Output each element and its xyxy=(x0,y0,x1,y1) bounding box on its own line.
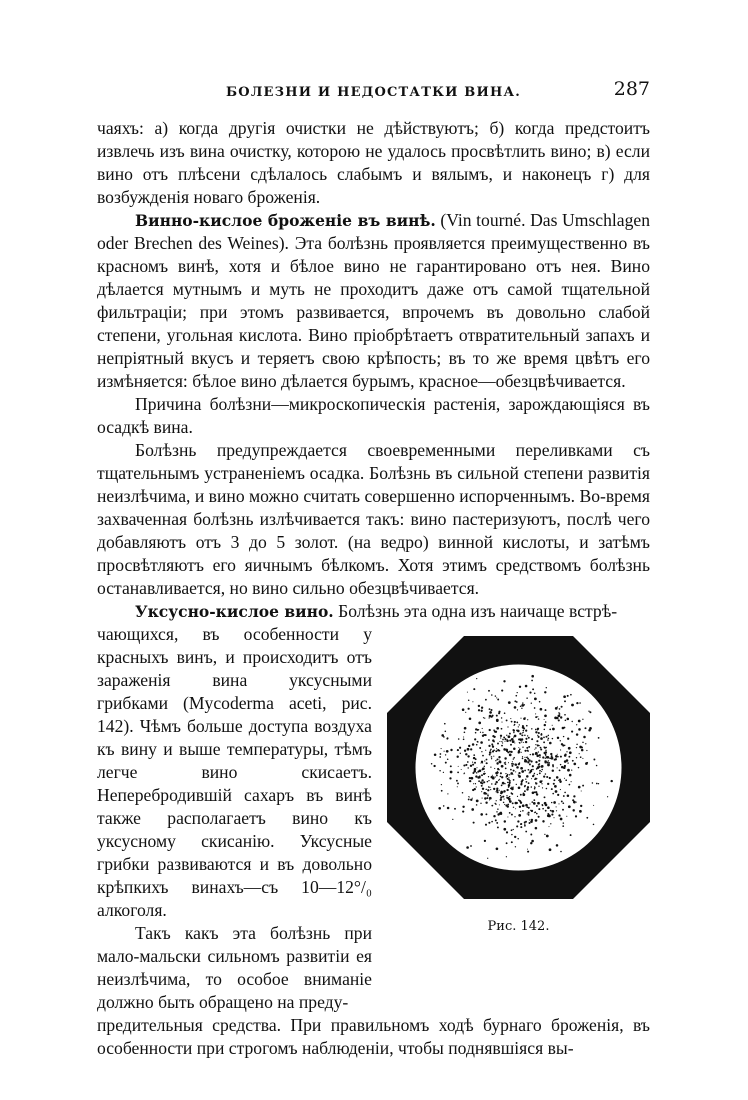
figure-caption: Рис. 142. xyxy=(487,919,550,934)
paragraph-incurable: Такъ какъ эта болѣзнь при мало-мальски сильномъ развитіи ея неизлѣчима, то особое вниманіе должно быть обращено на преду- xyxy=(97,923,372,1012)
paragraph-final: предительныя средства. При правильномъ ходѣ бурнаго броженія, въ особенности при строгомъ наблюденіи, чтобы поднявшіяся вы- xyxy=(97,1015,650,1058)
paragraph-prevention: Болѣзнь предупреждается своевременными переливками съ тщательнымъ устраненіемъ осадка. Болѣзнь въ сильной степени развитія неизлѣчима, и вино можно считать совершенно испорченнымъ. Во-время захваченная болѣзнь излѣчивается такъ: вино пастеризуютъ, послѣ чего добавляютъ отъ 3 до 5 золот. (на ведро) винной кислоты, и затѣмъ просвѣтляютъ его яичнымъ бѣлкомъ. Хотя этимъ средствомъ болѣзнь останавливается, но вино сильно обезцвѣчивается. xyxy=(97,440,650,598)
microscope-field-icon xyxy=(387,636,650,899)
figure-142 xyxy=(387,636,650,938)
paragraph-cause: Причина болѣзни—микроскопическія растенія, зарождающіяся въ осадкѣ вина. xyxy=(97,394,650,437)
section-heading-acetic-wine: Уксусно-кислое вино. xyxy=(135,602,334,621)
running-header xyxy=(97,78,650,104)
page-number: 287 xyxy=(613,78,650,100)
body-text xyxy=(97,117,650,1060)
paragraph-acetic-body: чающихся, въ особенности у красныхъ винъ, и происходитъ отъ зараженія вина уксусными грибками (Mycoderma aceti, рис. 142). Чѣмъ больше доступа воздуха къ вину и выше температуры, тѣмъ легче вино скисаетъ. Неперебродившій сахаръ въ винѣ также располагаетъ вино къ уксусному скисанію. Уксусные грибки развиваются и въ довольно крѣпкихъ винахъ—съ 10—12°/₀ алкоголя. xyxy=(97,624,372,920)
paragraph-text: (Vin tourné. Das Umschlagen oder Brechen des Weines). Эта болѣзнь проявляется преимущественно въ красномъ винѣ, хотя и бѣлое вино не гарантировано отъ нея. Вино дѣлается мутнымъ и муть не проходитъ даже отъ самой тщательной фильтраціи; при этомъ развивается, впрочемъ въ довольно слабой степени, угольная кислота. Вино пріобрѣтаетъ отвратительный запахъ и непріятный вкусъ и теряетъ свою крѣпость; въ то же время цвѣтъ его измѣняется: бѣлое вино дѣлается бурымъ, красное—обезцвѣчивается. xyxy=(97,210,650,391)
paragraph-acetic-intro xyxy=(97,600,650,623)
section-heading-tartaric-fermentation: Винно-кислое броженіе въ винѣ. xyxy=(135,211,436,230)
paragraph-vin-tourne xyxy=(97,209,650,393)
running-title: БОЛЕЗНИ И НЕДОСТАТКИ ВИНА. xyxy=(226,85,521,100)
paragraph-text: Болѣзнь эта одна изъ наичаще встрѣ- xyxy=(333,601,618,621)
paragraph-continuation: чаяхъ: а) когда другія очистки не дѣйствуютъ; б) когда предстоитъ извлечь изъ вина очистку, которою не удалось просвѣтлить вино; в) если вино отъ плѣсени сдѣлалось слабымъ и вялымъ, и наконецъ г) для возбужденія новаго броженія. xyxy=(97,118,650,207)
